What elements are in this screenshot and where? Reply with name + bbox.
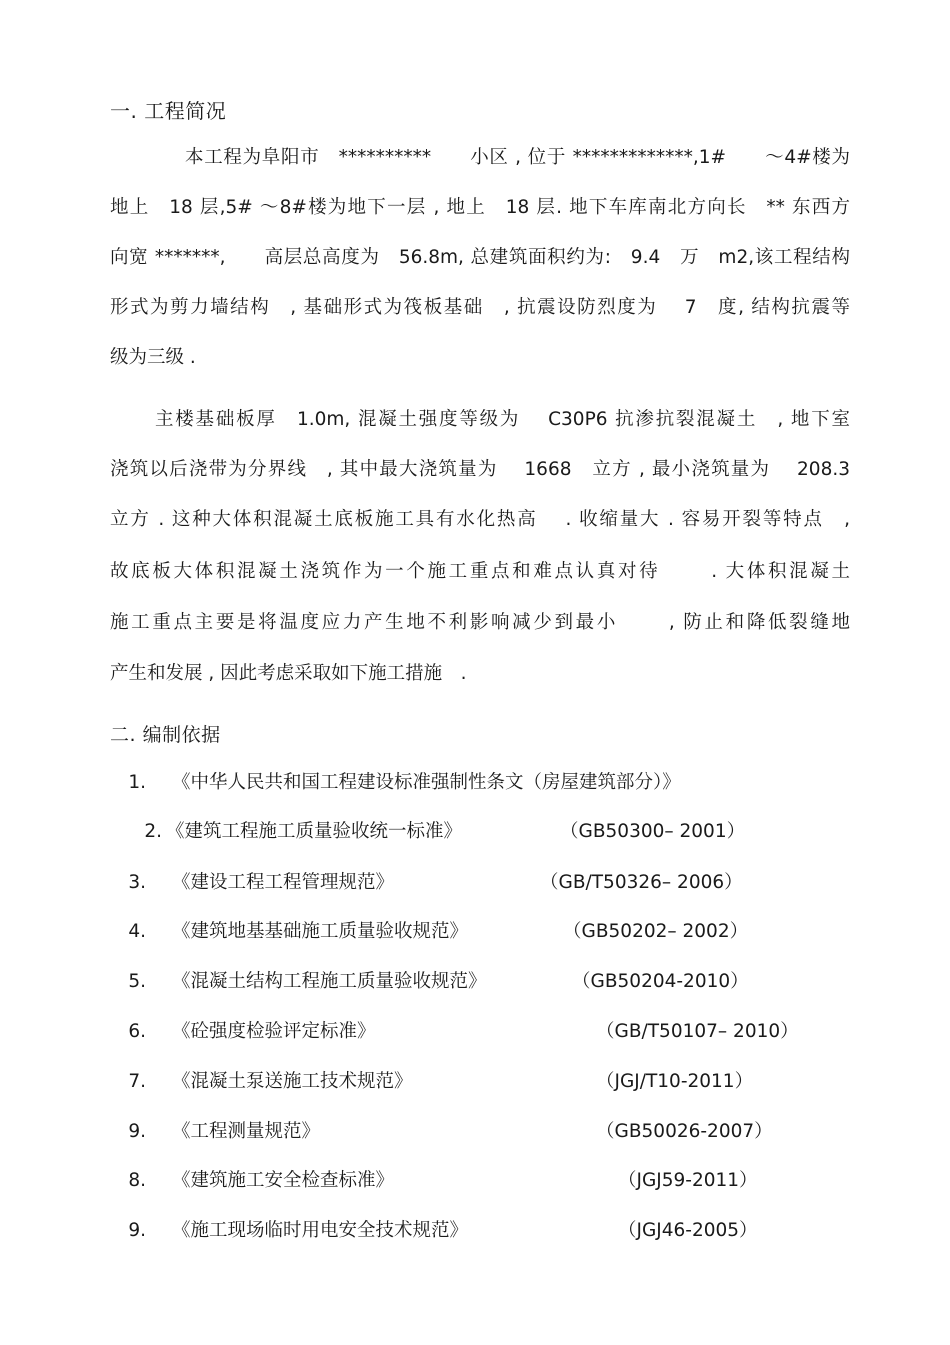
list-item-number: 8.	[128, 1170, 146, 1191]
list-item-title: 《建设工程工程管理规范》	[172, 872, 395, 893]
list-item-title: 《砼强度检验评定标准》	[172, 1021, 376, 1042]
list-item-code: （JGJ46-2005）	[618, 1220, 758, 1241]
list-item-title: 《混凝土泵送施工技术规范》	[172, 1071, 413, 1092]
list-item-number: 5.	[128, 971, 146, 992]
list-item-number: 9.	[128, 1220, 146, 1241]
list-item-title: 《混凝土结构工程施工质量验收规范》	[172, 971, 487, 992]
paragraph-line: 产生和发展 , 因此考虑采取如下施工措施 .	[110, 663, 467, 684]
list-item-code: （GB50202– 2002）	[563, 921, 749, 942]
section-heading-overview: 一. 工程简况	[110, 99, 227, 123]
list-item-title: 《工程测量规范》	[172, 1121, 321, 1142]
section-heading-basis: 二. 编制依据	[110, 724, 221, 746]
paragraph-line: 浇筑以后浇带为分界线 , 其中最大浇筑量为 1668 立方 , 最小浇筑量为 208.3	[110, 459, 850, 480]
paragraph-line: 施工重点主要是将温度应力产生地不利影响减少到最小 , 防止和降低裂缝地	[110, 612, 850, 633]
list-item-title: 《建筑工程施工质量验收统一标准》	[166, 821, 463, 842]
list-item-code: （GB50026-2007）	[596, 1121, 773, 1142]
paragraph-line: 主楼基础板厚 1.0m, 混凝土强度等级为 C30P6 抗渗抗裂混凝土 , 地下室	[155, 409, 850, 430]
list-item-code: （GB/T50107– 2010）	[596, 1021, 799, 1042]
list-item-code: （GB50300– 2001）	[560, 821, 746, 842]
list-item-number: 7.	[128, 1071, 146, 1092]
paragraph-line: 向宽 *******, 高层总高度为 56.8m, 总建筑面积约为: 9.4 万 m2,该工程结构	[110, 247, 850, 268]
list-item-code: （JGJ/T10-2011）	[596, 1071, 754, 1092]
list-item-number: 3.	[128, 872, 146, 893]
list-item-number: 6.	[128, 1021, 146, 1042]
paragraph-line: 本工程为阜阳市 ********** 小区 , 位于 *************,1# ～4#楼为	[185, 147, 850, 168]
list-item-number: 9.	[128, 1121, 146, 1142]
paragraph-line: 立方 . 这种大体积混凝土底板施工具有水化热高 . 收缩量大 . 容易开裂等特点 ,	[110, 509, 850, 530]
list-item-number: 1.	[128, 772, 146, 793]
list-item-title: 《建筑施工安全检查标准》	[172, 1170, 395, 1191]
paragraph-line: 故底板大体积混凝土浇筑作为一个施工重点和难点认真对待 . 大体积混凝土	[110, 561, 850, 582]
list-item-code: （GB50204-2010）	[572, 971, 749, 992]
list-item-code: （JGJ59-2011）	[618, 1170, 758, 1191]
list-item-title: 《施工现场临时用电安全技术规范》	[172, 1220, 469, 1241]
paragraph-line: 地上 18 层,5# ～8#楼为地下一层 , 地上 18 层. 地下车库南北方向长 ** 东西方	[110, 197, 850, 218]
list-item-number: 4.	[128, 921, 146, 942]
list-item-title: 《中华人民共和国工程建设标准强制性条文（房屋建筑部分）》	[172, 772, 681, 793]
paragraph-line: 形式为剪力墙结构 , 基础形式为筏板基础 , 抗震设防烈度为 7 度, 结构抗震等	[110, 297, 850, 318]
list-item-number: 2.	[144, 821, 162, 842]
list-item-title: 《建筑地基基础施工质量验收规范》	[172, 921, 469, 942]
paragraph-line: 级为三级 .	[110, 347, 196, 368]
list-item-code: （GB/T50326– 2006）	[540, 872, 743, 893]
